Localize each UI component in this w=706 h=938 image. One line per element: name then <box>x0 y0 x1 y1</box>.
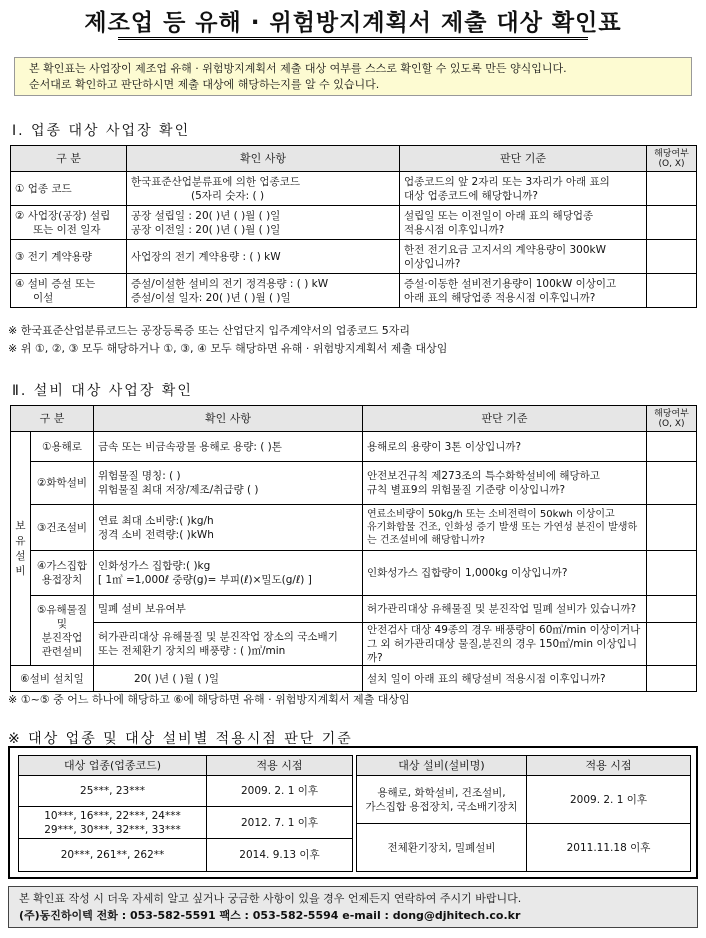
page-title: 제조업 등 유해 · 위험방지계획서 제출 대상 확인표 <box>84 10 622 36</box>
eq5-criteria: 허가관리대상 유해물질 및 분진작업 밀폐 설비가 있습니까? <box>363 596 647 623</box>
row4-check: 증설/이설한 설비의 전기 정격용량 : ( ) kW 증설/이설 일자: 20( )년 ( )월 ( )일 <box>127 274 400 308</box>
intro-line-1: 본 확인표는 사업장이 제조업 유해 · 위험방지계획서 제출 대상 여부를 스스로 확인할 수 있도록 만든 양식입니다. <box>29 62 567 75</box>
industry-check-table <box>10 145 697 308</box>
eq1-applicable-cell[interactable] <box>647 432 697 462</box>
eq2-check: 위험물질 명칭: ( ) 위험물질 최대 저장/제조/취급량 ( ) <box>94 462 363 505</box>
owned-equipment-label: 보 유 설 비 <box>11 432 31 666</box>
eq4-check: 인화성가스 집합량:( )kg [ 1㎥ =1,000ℓ 중량(g)= 부피(ℓ)×밀도(g/ℓ) ] <box>94 551 363 596</box>
footer-contact: (주)동진하이텍 전화 : 053-582-5591 팩스 : 053-582-5594 e-mail : dong@djhitech.co.kr <box>19 909 521 922</box>
section3-heading: ※ 대상 업종 및 대상 설비별 적용시점 판단 기준 <box>8 731 353 747</box>
row3-category: ③ 전기 계약용량 <box>11 240 127 274</box>
row1-category: ① 업종 코드 <box>11 172 127 206</box>
section1-heading: Ⅰ. 업종 대상 사업장 확인 <box>12 123 191 139</box>
eq5b-check: 허가관리대상 유해물질 및 분진작업 장소의 국소배기 또는 전체환기 장치의 배풍량 : ( )㎥/min <box>94 623 363 666</box>
contact-footer <box>8 886 698 928</box>
footer-line-1: 본 확인표 작성 시 더욱 자세히 알고 싶거나 궁금한 사항이 있을 경우 언제든지 연락하여 주시기 바랍니다. <box>19 892 522 905</box>
industry-col-header: 대상 업종(업종코드) <box>19 756 207 776</box>
eq2-criteria: 안전보건규칙 제273조의 특수화학설비에 해당하고 규칙 별표9의 위험물질 기준량 이상입니까? <box>363 462 647 505</box>
eq5-name: ⑤유해물질 및 분진작업 관련설비 <box>31 596 94 666</box>
install-date-criteria: 설치 일이 아래 표의 해당설비 적용시점 이후입니까? <box>363 666 647 692</box>
industry-date-col-header: 적용 시점 <box>207 756 353 776</box>
col-applicable: 해당여부 (O, X) <box>647 146 697 172</box>
eq2-applicable-cell[interactable] <box>647 462 697 505</box>
col-category: 구 분 <box>11 406 94 432</box>
equipment-row-2-names: 전체환기장치, 밀폐설비 <box>357 824 527 872</box>
industry-row-1-codes: 25***, 23*** <box>19 776 207 807</box>
eq3-check: 연료 최대 소비량:( )kg/h 정격 소비 전력량:( )kWh <box>94 505 363 551</box>
col-criteria: 판단 기준 <box>400 146 647 172</box>
col-category: 구 분 <box>11 146 127 172</box>
equipment-row-2-date: 2011.11.18 이후 <box>527 824 691 872</box>
eq3-name: ③건조설비 <box>31 505 94 551</box>
row4-category: ④ 설비 증설 또는 이설 <box>11 274 127 308</box>
industry-row-3-codes: 20***, 261**, 262** <box>19 839 207 872</box>
title-underline <box>118 37 588 40</box>
eq4-name: ④가스집합 용접장치 <box>31 551 94 596</box>
industry-row-2-codes: 10***, 16***, 22***, 24*** 29***, 30***, 32***, 33*** <box>19 807 207 839</box>
row1-criteria: 업종코드의 앞 2자리 또는 3자리가 아래 표의 대상 업종코드에 해당합니까? <box>400 172 647 206</box>
eq5b-criteria: 안전검사 대상 49종의 경우 배풍량이 60㎥/min 이상이거나 그 외 허가관리대상 물질,분진의 경우 150㎥/min 이상입니까? <box>363 623 647 666</box>
section2-heading: Ⅱ. 설비 대상 사업장 확인 <box>12 383 193 399</box>
row4-criteria: 증설·이동한 설비전기용량이 100kW 이상이고 아래 표의 해당업종 적용시점 이후입니까? <box>400 274 647 308</box>
install-date-name: ⑥설비 설치일 <box>11 666 94 692</box>
eq3-criteria: 연료소비량이 50kg/h 또는 소비전력이 50kwh 이상이고 유기화합물 건조, 인화성 증기 발생 또는 가연성 분진이 발생하 는 건조설비에 해당합니까? <box>363 505 647 551</box>
eq5-check: 밀폐 설비 보유여부 <box>94 596 363 623</box>
equipment-row-1-names: 용해로, 화학설비, 건조설비, 가스집합 용접장치, 국소배기장치 <box>357 776 527 824</box>
eq1-check: 금속 또는 비금속광물 용해로 용량: ( )톤 <box>94 432 363 462</box>
install-date-check: 20( )년 ( )월 ( )일 <box>94 666 363 692</box>
row2-applicable-cell[interactable] <box>647 206 697 240</box>
row3-check: 사업장의 전기 계약용량 : ( ) kW <box>127 240 400 274</box>
row3-applicable-cell[interactable] <box>647 240 697 274</box>
row1-check: 한국표준산업분류표에 의한 업종코드 (5자리 숫자: ( ) <box>127 172 400 206</box>
industry-row-1-date: 2009. 2. 1 이후 <box>207 776 353 807</box>
intro-line-2: 순서대로 확인하고 판단하시면 제출 대상에 해당하는지를 알 수 있습니다. <box>29 78 380 91</box>
industry-schedule-table <box>18 755 353 872</box>
install-date-applicable-cell[interactable] <box>647 666 697 692</box>
col-check: 확인 사항 <box>94 406 363 432</box>
eq3-applicable-cell[interactable] <box>647 505 697 551</box>
row2-category: ② 사업장(공장) 설립 또는 이전 일자 <box>11 206 127 240</box>
col-applicable: 해당여부 (O, X) <box>647 406 697 432</box>
col-check: 확인 사항 <box>127 146 400 172</box>
row4-applicable-cell[interactable] <box>647 274 697 308</box>
eq2-name: ②화학설비 <box>31 462 94 505</box>
eq4-criteria: 인화성가스 집합량이 1,000kg 이상입니까? <box>363 551 647 596</box>
row1-applicable-cell[interactable] <box>647 172 697 206</box>
industry-row-2-date: 2012. 7. 1 이후 <box>207 807 353 839</box>
eq4-applicable-cell[interactable] <box>647 551 697 596</box>
row2-check: 공장 설립일 : 20( )년 ( )월 ( )일 공장 이전일 : 20( )년 ( )월 ( )일 <box>127 206 400 240</box>
row2-criteria: 설립일 또는 이전일이 아래 표의 해당업종 적용시점 이후입니까? <box>400 206 647 240</box>
eq5-applicable-cell[interactable] <box>647 596 697 623</box>
eq1-name: ①용해로 <box>31 432 94 462</box>
equipment-col-header: 대상 설비(설비명) <box>357 756 527 776</box>
eq5b-applicable-cell[interactable] <box>647 623 697 666</box>
section2-note: ※ ①~⑤ 중 어느 하나에 해당하고 ⑥에 해당하면 유해 · 위험방지계획서 제출 대상임 <box>8 693 410 706</box>
equipment-date-col-header: 적용 시점 <box>527 756 691 776</box>
intro-box <box>14 57 692 96</box>
section1-note-1: ※ 한국표준산업분류코드는 공장등록증 또는 산업단지 입주계약서의 업종코드 5자리 <box>8 324 410 337</box>
row3-criteria: 한전 전기요금 고지서의 계약용량이 300kW 이상입니까? <box>400 240 647 274</box>
equipment-row-1-date: 2009. 2. 1 이후 <box>527 776 691 824</box>
equipment-check-table <box>10 405 697 692</box>
eq1-criteria: 용해로의 용량이 3톤 이상입니까? <box>363 432 647 462</box>
equipment-schedule-table <box>356 755 691 872</box>
col-criteria: 판단 기준 <box>363 406 647 432</box>
industry-row-3-date: 2014. 9.13 이후 <box>207 839 353 872</box>
section1-note-2: ※ 위 ①, ②, ③ 모두 해당하거나 ①, ③, ④ 모두 해당하면 유해 · 위험방지계획서 제출 대상임 <box>8 342 448 355</box>
